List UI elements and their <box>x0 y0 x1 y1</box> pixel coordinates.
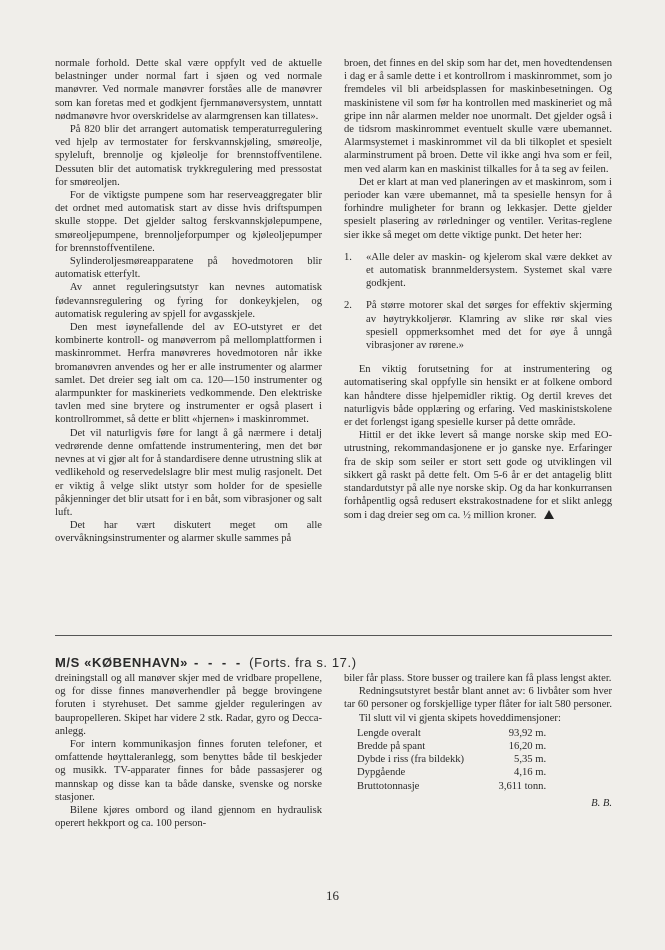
continuation-column-right <box>344 672 612 810</box>
table-row <box>357 727 546 740</box>
dimension-value: 5,35 m. <box>514 754 547 766</box>
list-item-number: 2. <box>344 300 352 312</box>
paragraph: biler får plass. Store busser og trailere kan få plass lengst akter. <box>344 673 612 684</box>
continuation-note: (Forts. fra s. 17.) <box>249 655 357 670</box>
paragraph: Det vil naturligvis føre for langt å gå nærmere i detalj vedrørende denne omfattende instrumentering, men det bør nevnes at vi gjør alt for å standardisere denne utrustning slik at vedlikehold og reservedelslagre blir mest mulig rasjonelt. Det er viktig å velge slikt utstyr som holder for de spesielle påkjenninger det blir utsatt for i en båt, som vibrasjoner og salt luft. <box>55 427 322 518</box>
list-item-text: «Alle deler av maskin- og kjelerom skal være dekket av et automatisk brannmeldersystem. Systemet skal være godkjent. <box>366 251 612 290</box>
dimension-label: Bruttotonnasje <box>357 780 420 792</box>
paragraph: Den mest iøynefallende del av EO-utstyret er det kombinerte kontroll- og manøverrom på mellomplattformen i maskinrommet. Herfra manøvreres hovedmotoren når ikke bromanøvren anvendes og her er alle instrumenter og alarmer samlet. Det dreier seg ialt om ca. 120—150 instrumenter og alarmpunkter for maskineriets vedkommende. Den elektriske tavlen med sine brytere og instrumenter er også plasert i kontrollrommet, så dette er blitt «hjernen» i maskinrommet. <box>55 322 322 426</box>
dimension-label: Dypgående <box>357 767 406 779</box>
paragraph: Av annet reguleringsutstyr kan nevnes automatisk fødevannsregulering og fyring for donkeykjelen, og automatisk regulering av spjell for avgasskjele. <box>55 282 322 320</box>
page-number: 16 <box>326 888 339 903</box>
end-of-article-triangle-icon <box>544 510 554 519</box>
list-item <box>344 299 612 352</box>
section-divider <box>55 635 612 636</box>
dimension-value: 93,92 m. <box>508 727 547 739</box>
numbered-quote-list <box>344 251 612 352</box>
paragraph: Sylinderoljesmøreapparatene på hovedmotoren blir automatisk etterfylt. <box>55 256 322 281</box>
paragraph: For intern kommunikasjon finnes foruten telefoner, et omfattende høyttaleranlegg, som benyttes både til beskjeder og musikk. TV-apparater finnes for både passasjerer og mannskap og disse kan ta både danske, svenske og norske stasjoner. <box>55 739 322 803</box>
article-column-right <box>344 57 612 522</box>
paragraph: En viktig forutsetning for at instrumentering og automatisering skal oppfylle sin hensikt er at folkene ombord kan håndtere disse hjelpemidler riktig. Og dertil kreves det naturligvis både opplæring og erfaring. Ved maskinistskolene er det forlengst igang spesielle kurser på dette område. <box>344 364 612 429</box>
table-row <box>357 780 546 793</box>
author-signature: B. B. <box>591 797 612 809</box>
list-item <box>344 251 612 291</box>
table-row <box>357 766 546 779</box>
dimension-label: Dybde i riss (fra bildekk) <box>357 754 465 766</box>
list-item-text: På større motorer skal det sørges for effektiv skjerming av høytrykkoljerør. Klamring av slike rør skal vies spesiell oppmerksomhet med det for øye å unngå vibrasjoner av rørene.» <box>366 300 612 352</box>
table-row <box>357 753 546 766</box>
paragraph: Det har vært diskutert meget om alle overvåkningsinstrumenter og alarmer skulle sammes på <box>55 520 322 545</box>
continuation-heading <box>55 655 355 670</box>
continuation-column-left <box>55 672 322 830</box>
dimension-label: Bredde på spant <box>357 741 426 753</box>
dimension-value: 4,16 m. <box>514 767 547 779</box>
paragraph: For de viktigste pumpene som har reserveaggregater blir det ordnet med automatisk start av disse hvis driftspumpen skulle stoppe. Det gjelder saltog ferskvannskjølepumpene, smøreoljepumpene, brennoljeforpumper og kjøleoljepumper for brennstoffventilene. <box>55 190 322 254</box>
paragraph: normale forhold. Dette skal være oppfylt ved de aktuelle belastninger under normal fart i sjøen og ved normale manøvrer. Ved normale manøvrer forståes alle de manøvrer som kan foretas med et godkjent fjernmanøversystem, unntatt nødmanøvre hvor overskridelse av alarmgrensen kan tillates». <box>55 58 322 122</box>
paragraph: Det er klart at man ved planeringen av et maskinrom, som i perioder kan være ubemannet, må ta spesielle hensyn for å forhindre muligheter for brann og lekkasjer. Dette gjelder spesielt plasering av rørledninger og ventiler. Veritas-reglene sier ikke så meget om dette viktige punkt. Det heter her: <box>344 176 612 241</box>
article-column-left <box>55 57 322 546</box>
heading-dashes: - - - - <box>194 655 244 670</box>
paragraph: Redningsutstyret består blant annet av: 6 livbåter som hver tar 60 personer og forskjellige typer flåter for ialt 580 personer. <box>344 686 612 711</box>
paragraph: Til slutt vil vi gjenta skipets hoveddimensjoner: <box>358 712 561 724</box>
ship-name: M/S «KØBENHAVN» <box>55 655 189 670</box>
dimension-value: 3,611 tonn. <box>498 780 547 792</box>
dimension-label: Lengde overalt <box>357 727 421 739</box>
dimension-value: 16,20 m. <box>508 741 547 753</box>
table-row <box>357 740 546 753</box>
dimensions-table <box>357 727 546 793</box>
paragraph: Bilene kjøres ombord og iland gjennom en hydraulisk operert hekkport og ca. 100 person- <box>55 805 322 830</box>
paragraph: På 820 blir det arrangert automatisk temperaturregulering ved hjelp av termostater for ferskvannskjøling, smøreolje, spyleluft, brennolje og kjøleolje for brennstoffventilene. Dessuten blir det automatisk trykkregulering med pressostat for smøreoljen. <box>55 124 322 188</box>
list-item-number: 1. <box>344 251 352 263</box>
paragraph: broen, det finnes en del skip som har det, men hovedtendensen i dag er å samle dette i et kontrollrom i maskinrommet, som jo fremdeles vil bli arbeidsplassen for maskinbesetningen. Og maskinistene vil som før ha kontrollen med maskineriet og må gripe inn når alarmen melder noe unormalt. Det gjelder også i de tidsrom maskinrommet eventuelt skulle være ubemannet. Alarmsystemet i maskinrommet vil da bli tilkoplet et spesielt alarminstrument på broen. Dette vil ikke angi hva som er feil, men ved alarm kan en maskinist tilkalles for å ta seg av feilen. <box>344 58 612 175</box>
paragraph <box>344 429 612 521</box>
paragraph: dreiningstall og all manøver skjer med de vridbare propellene, og for disse finnes manøverhendler på begge brovingene foruten i styrehuset. Det samme gjelder reguleringen av baupropelleren. Skipet har videre 2 stk. Radar, gyro og Decca-anlegg. <box>55 673 322 737</box>
paragraph-text: Hittil er det ikke levert så mange norske skip med EO-utrustning, rekommandasjonene er jo ganske nye. Erfaringer fra de skip som seiler er stort sett gode og utviklingen vil sikkert gå raskt på dette felt. Om 5-6 år er det antagelig blitt standardutstyr på alle nye norske skip. Og da har konkurransen forhåpentlig også redusert ekstrakostnadene for et slikt anlegg som i dag dreier seg om ca. ½ million kroner. <box>344 430 612 521</box>
